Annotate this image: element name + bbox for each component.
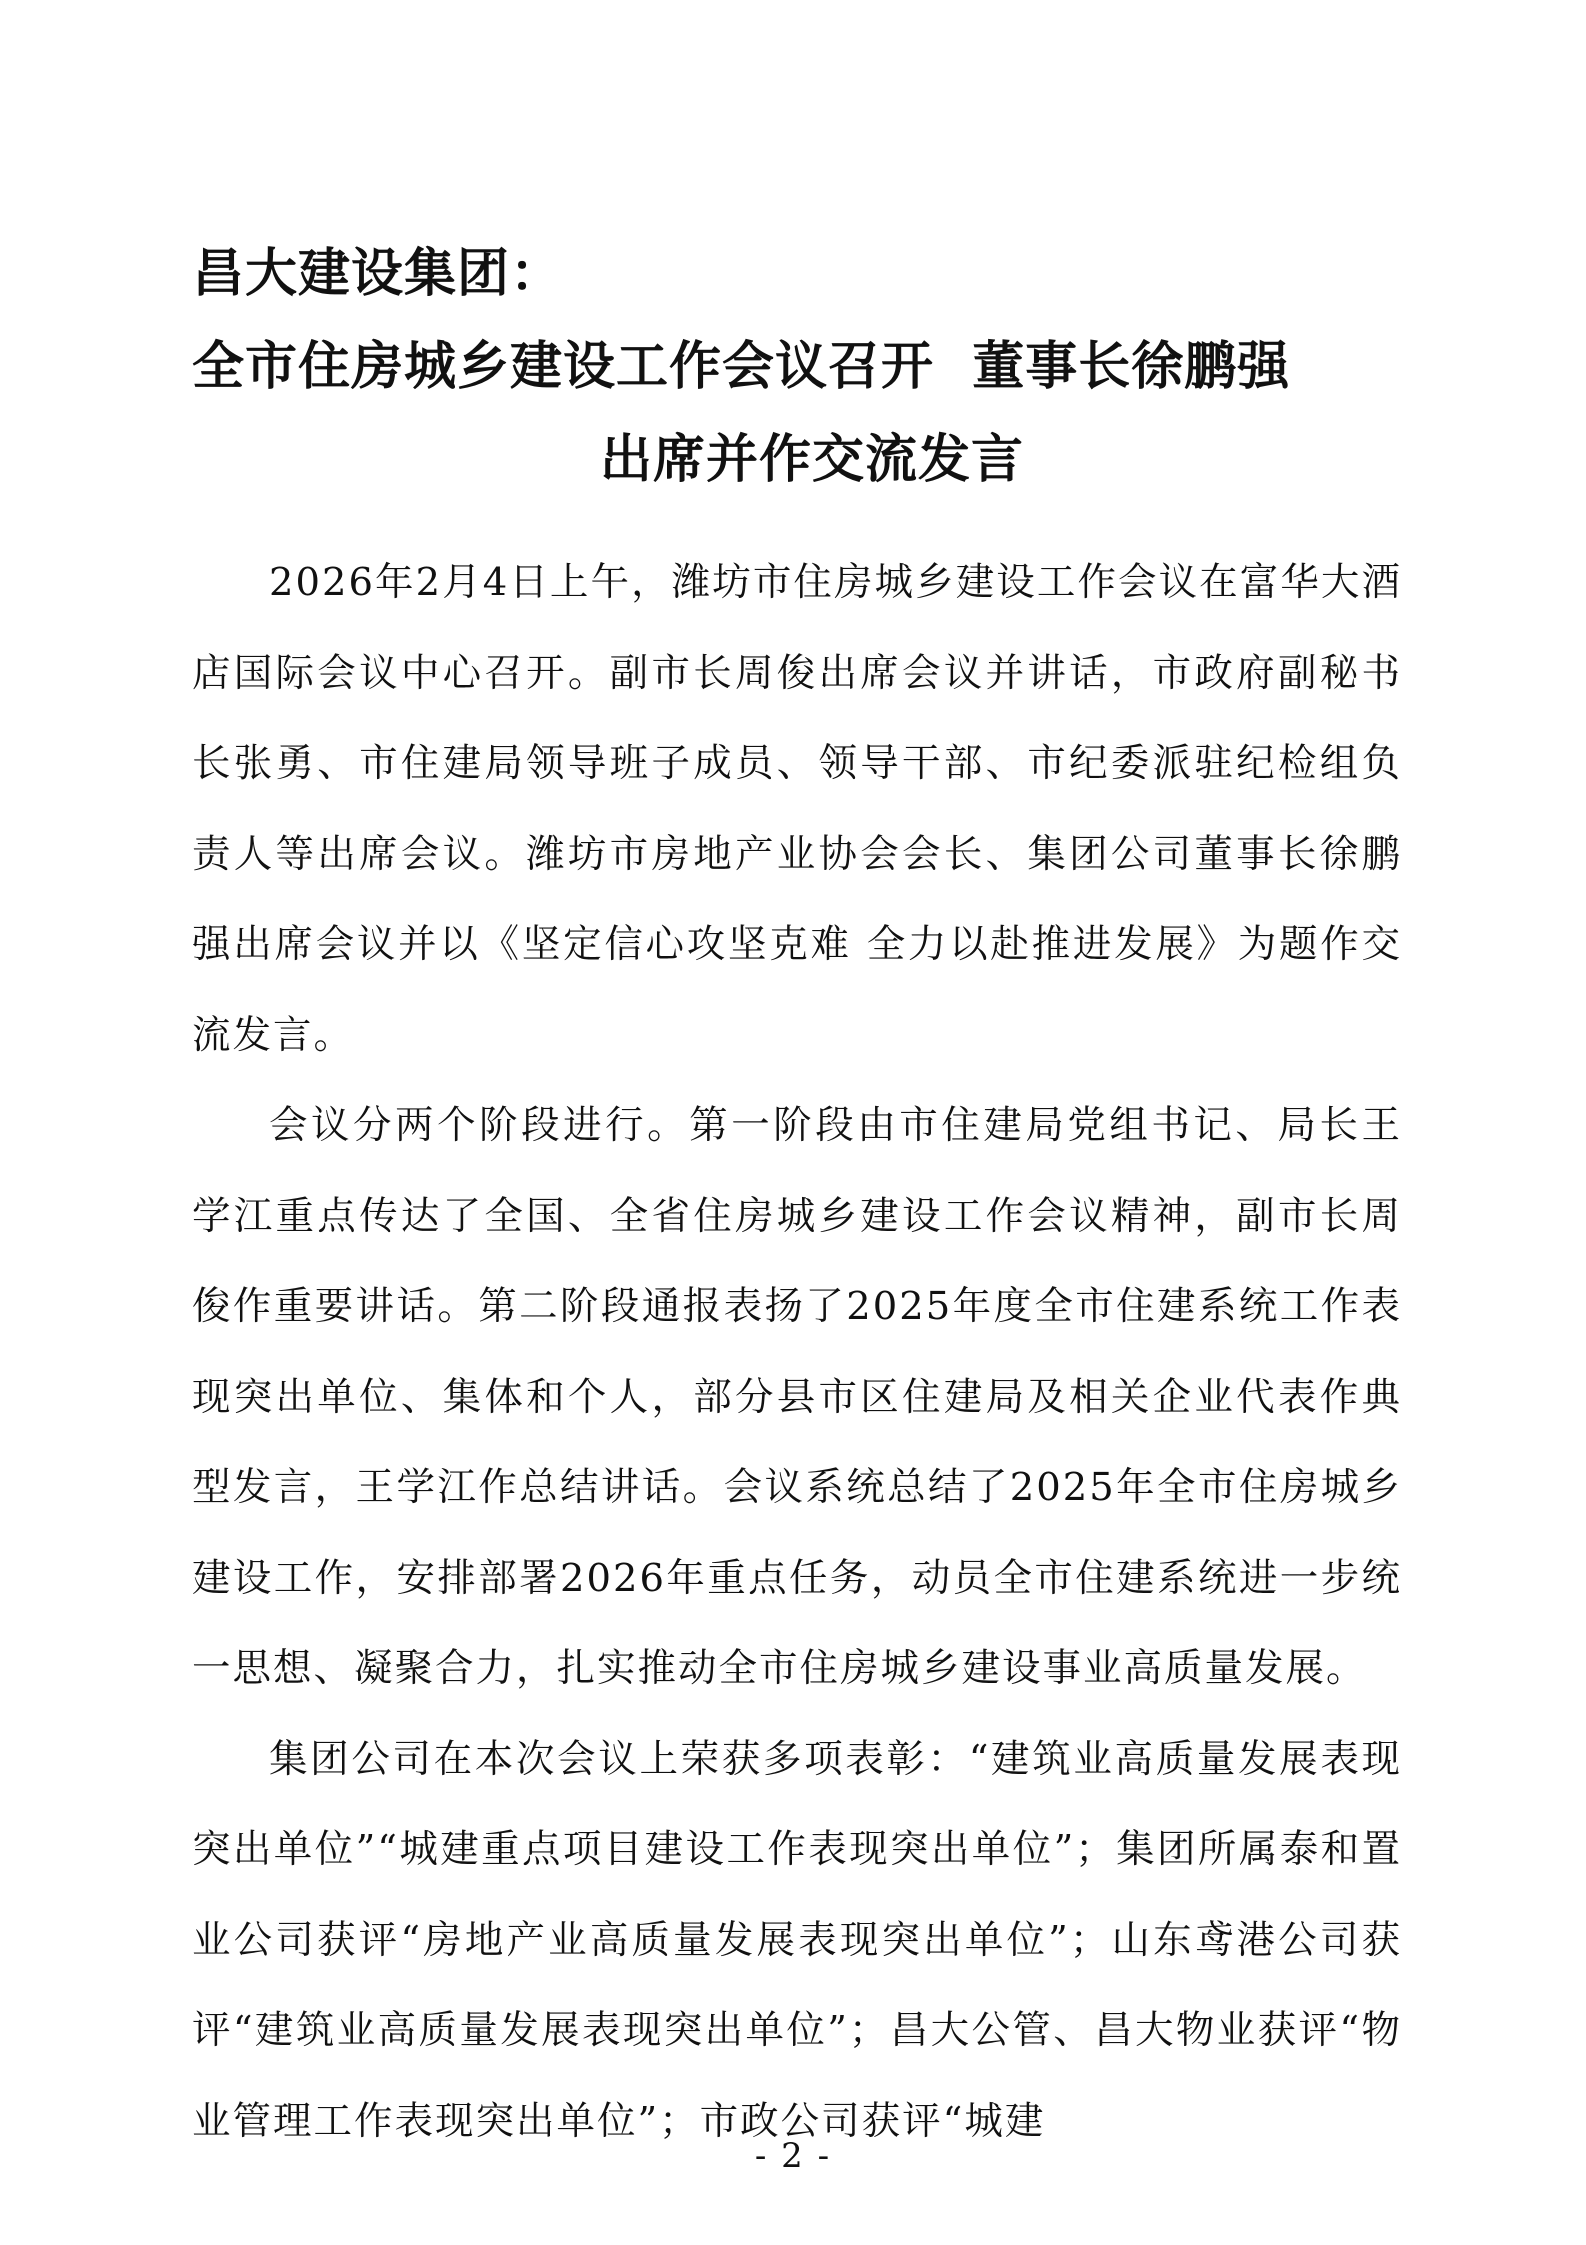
paragraph-3: 集团公司在本次会议上荣获多项表彰：“建筑业高质量发展表现突出单位”“城建重点项目建设工作表现突出单位”；集团所属泰和置业公司获评“房地产业高质量发展表现突出单位”；山东鸢港公司获评“建筑业高质量发展表现突出单位”；昌大公管、昌大物业获评“物业管理工作表现突出单位”；市政公司获评“城建 [192,1736,1402,2144]
article-title [192,228,1402,507]
title-line-3: 出席并作交流发言 [599,430,1024,490]
title-line-1: 昌大建设集团： [192,244,564,304]
title-line-2: 全市住房城乡建设工作会议召开 董事长徐鹏强 [192,337,1291,397]
paragraph-1: 2026年2月4日上午，潍坊市住房城乡建设工作会议在富华大酒店国际会议中心召开。副市长周俊出席会议并讲话，市政府副秘书长张勇、市住建局领导班子成员、领导干部、市纪委派驻纪检组负责人等出席会议。潍坊市房地产业协会会长、集团公司董事长徐鹏强出席会议并以《坚定信心攻坚克难 全力以赴推进发展》为题作交流发言。 [192,560,1402,1058]
paragraph-2: 会议分两个阶段进行。第一阶段由市住建局党组书记、局长王学江重点传达了全国、全省住房城乡建设工作会议精神，副市长周俊作重要讲话。第二阶段通报表扬了2025年度全市住建系统工作表现突出单位、集体和个人，部分县市区住建局及相关企业代表作典型发言，王学江作总结讲话。会议系统总结了2025年全市住房城乡建设工作，安排部署2026年重点任务，动员全市住建系统进一步统一思想、凝聚合力，扎实推动全市住房城乡建设事业高质量发展。 [192,1103,1402,1691]
article-body [192,538,1402,2167]
page-number: - 2 - [754,2136,832,2176]
